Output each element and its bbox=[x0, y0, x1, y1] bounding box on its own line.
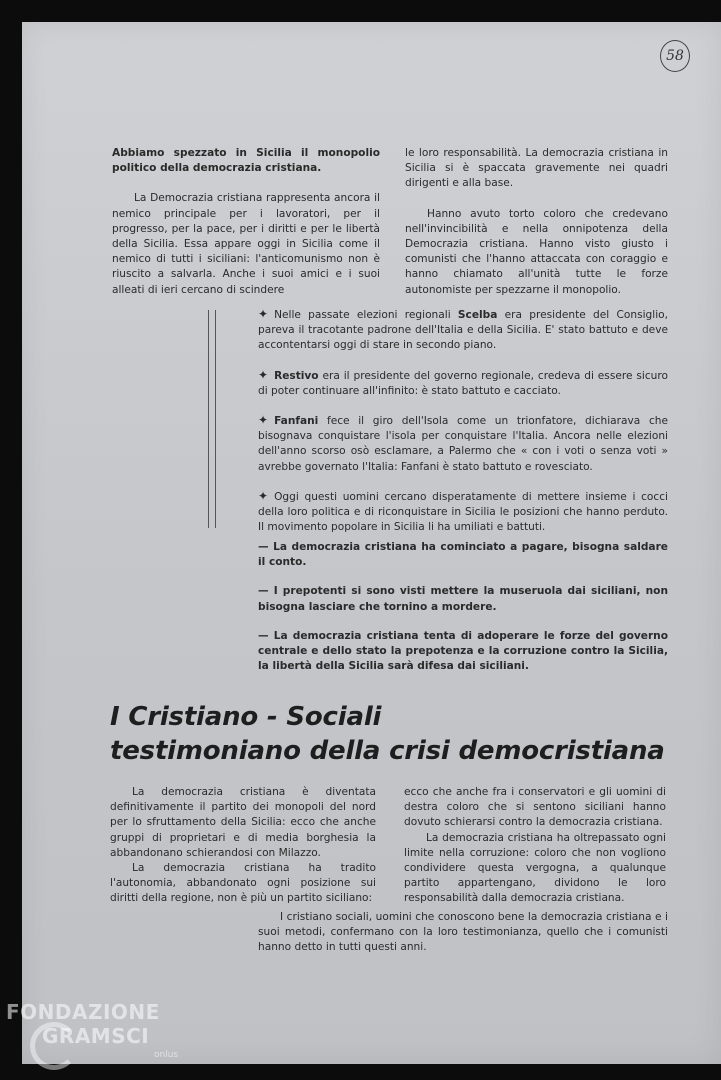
star-bullet-icon: ✦ bbox=[258, 488, 269, 503]
slogan-2: — I prepotenti si sono visti mettere la museruola dai siciliani, non bisogna lasciare che tornino a mordere. bbox=[258, 585, 668, 613]
top-right-column bbox=[405, 146, 668, 298]
bottom-right-column bbox=[404, 785, 666, 907]
watermark-line-2: GRAMSCI bbox=[42, 1024, 150, 1048]
bullet-paragraph-restivo: ✦ Restivo era il presidente del governo regionale, credeva di essere sicuro di poter continuare all'infinito: è stato battuto e cacciato. bbox=[258, 367, 668, 397]
star-bullet-icon: ✦ bbox=[258, 307, 269, 321]
headline-line-2: testimoniano della crisi democristiana bbox=[110, 736, 665, 766]
bullet-paragraph-scelba: ✦ Nelle passate elezioni regionali Scelba era presidente del Consiglio, pareva il tracotante padrone dell'Italia e della Sicilia. E' stato battuto e deve accontentarsi oggi di stare in secondo piano. bbox=[258, 307, 668, 352]
name-fanfani: Fanfani bbox=[274, 415, 319, 428]
bottom-left-paragraph-1: La democrazia cristiana è diventata definitivamente il partito dei monopoli del nord per lo sfruttamento della Sicilia: ecco che anche gruppi di proprietari e di media borghesia la abbandonano schierandosi con Milazzo. bbox=[110, 786, 376, 859]
name-scelba: Scelba bbox=[457, 309, 498, 321]
closing-paragraph: I cristiano sociali, uomini che conoscono bene la democrazia cristiana e i suoi metodi, confermano con la loro testimonianza, quello che i comunisti hanno detto in tutti questi anni. bbox=[258, 911, 668, 954]
slogan-1: — La democrazia cristiana ha cominciato a pagare, bisogna saldare il conto. bbox=[258, 541, 668, 569]
bottom-right-paragraph-1: ecco che anche fra i conservatori e gli uomini di destra coloro che si sentono siciliani hanno dovuto schierarsi contro la democrazia cristiana. bbox=[404, 786, 666, 829]
top-right-paragraph-2: Hanno avuto torto coloro che credevano nell'invincibilità e nella onnipotenza della Democrazia cristiana. Hanno visto giusto i comunisti che l'hanno attaccata con coraggio e hanno chiamato all'unità tutte le forze autonomiste per spezzarne il monopolio. bbox=[405, 207, 668, 296]
top-right-paragraph-1: le loro responsabilità. La democrazia cristiana in Sicilia si è spaccata gravemente nei quadri dirigenti e alla base. bbox=[405, 147, 668, 190]
watermark-line-3: onlus bbox=[154, 1050, 179, 1060]
bullet-paragraph-fanfani: ✦ Fanfani fece il giro dell'Isola come un trionfatore, dichiarava che bisognava conquistare l'isola per conquistare l'Italia. Ancora nelle elezioni dell'anno scorso osò esclamare, a Palermo che « con i voti o senza voti » avrebbe governato l'Italia: Fanfani è stato battuto e rovesciato. bbox=[258, 413, 668, 473]
bullet-section bbox=[258, 307, 668, 549]
slogan-section bbox=[258, 540, 668, 688]
watermark-line-1: FONDAZIONE bbox=[6, 1000, 160, 1024]
bottom-left-paragraph-2: La democrazia cristiana ha tradito l'autonomia, abbandonato ogni posizione sui diritti della regione, non è più un partito siciliano: bbox=[110, 862, 376, 905]
watermark-logo bbox=[6, 1000, 206, 1070]
bottom-left-column bbox=[110, 785, 376, 907]
double-vertical-rule bbox=[208, 310, 216, 528]
name-restivo: Restivo bbox=[274, 369, 319, 382]
top-left-column bbox=[112, 146, 380, 298]
page-number: 58 bbox=[660, 40, 690, 72]
bottom-right-paragraph-2: La democrazia cristiana ha oltrepassato ogni limite nella corruzione: coloro che non vogliono condividere questa vergogna, a qualunque partito appartengano, dividono le loro responsabilità dalla democrazia cristiana. bbox=[404, 831, 666, 905]
star-bullet-icon: ✦ bbox=[258, 413, 269, 428]
headline-line-1: I Cristiano - Sociali bbox=[110, 702, 382, 732]
intro-paragraph: La Democrazia cristiana rappresenta ancora il nemico principale per i lavoratori, per il progresso, per la pace, per i diritti e per le libertà della Sicilia. Essa appare oggi in Sicilia come il nemico di tutti i siciliani: l'anticomunismo non è riuscito a salvarla. Anche i suoi amici e i suoi alleati di ieri cercano di scindere bbox=[112, 192, 380, 296]
bullet-paragraph-oggi: ✦ Oggi questi uomini cercano disperatamente di mettere insieme i cocci della loro politica e di riconquistare in Sicilia le posizioni che hanno perduto. Il movimento popolare in Sicilia li ha umiliati e battuti. bbox=[258, 488, 668, 534]
headline bbox=[110, 700, 670, 768]
slogan-3: — La democrazia cristiana tenta di adoperare le forze del governo centrale e dello stato la prepotenza e la corruzione contro la Sicilia, la libertà della Sicilia sarà difesa dai siciliani. bbox=[258, 629, 668, 673]
intro-heading: Abbiamo spezzato in Sicilia il monopolio politico della democrazia cristiana. bbox=[112, 147, 380, 175]
star-bullet-icon: ✦ bbox=[258, 367, 269, 382]
